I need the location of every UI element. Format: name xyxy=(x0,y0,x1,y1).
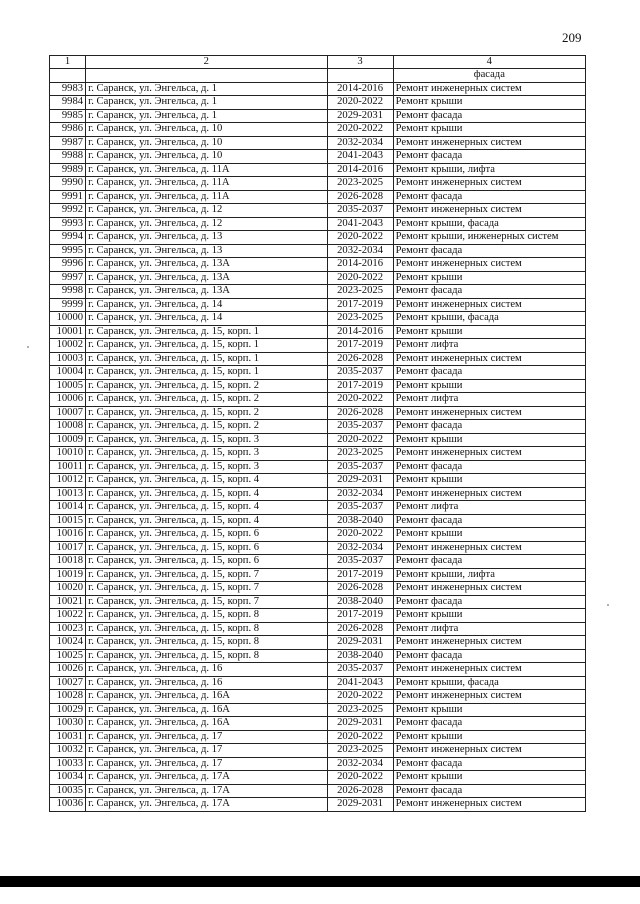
table-row xyxy=(50,784,586,798)
work-type-cell: Ремонт крыши, лифта xyxy=(393,163,585,177)
scan-speck xyxy=(27,346,29,348)
table-row xyxy=(50,163,586,177)
address-cell: г. Саранск, ул. Энгельса, д. 13 xyxy=(86,244,327,258)
address-cell: г. Саранск, ул. Энгельса, д. 15, корп. 6 xyxy=(86,541,327,555)
period-cell: 2020-2022 xyxy=(327,690,393,704)
row-number-cell: 10008 xyxy=(50,420,86,434)
row-number-cell: 10017 xyxy=(50,541,86,555)
address-cell: г. Саранск, ул. Энгельса, д. 12 xyxy=(86,204,327,218)
period-cell: 2014-2016 xyxy=(327,258,393,272)
work-type-cell: Ремонт лифта xyxy=(393,339,585,353)
period-cell: 2020-2022 xyxy=(327,528,393,542)
period-cell: 2020-2022 xyxy=(327,771,393,785)
address-cell: г. Саранск, ул. Энгельса, д. 17 xyxy=(86,744,327,758)
period-cell: 2038-2040 xyxy=(327,514,393,528)
row-number-cell: 10031 xyxy=(50,730,86,744)
work-type-cell: Ремонт фасада xyxy=(393,420,585,434)
period-cell: 2041-2043 xyxy=(327,150,393,164)
address-cell: г. Саранск, ул. Энгельса, д. 15, корп. 7 xyxy=(86,595,327,609)
table-row xyxy=(50,285,586,299)
table-row xyxy=(50,676,586,690)
table-row xyxy=(50,217,586,231)
address-cell: г. Саранск, ул. Энгельса, д. 15, корп. 8 xyxy=(86,636,327,650)
period-cell: 2020-2022 xyxy=(327,231,393,245)
work-type-cell: Ремонт крыши xyxy=(393,528,585,542)
row-number-cell: 9996 xyxy=(50,258,86,272)
work-type-cell: Ремонт крыши, фасада xyxy=(393,217,585,231)
address-cell: г. Саранск, ул. Энгельса, д. 16А xyxy=(86,703,327,717)
period-cell: 2020-2022 xyxy=(327,123,393,137)
address-cell: г. Саранск, ул. Энгельса, д. 13А xyxy=(86,285,327,299)
period-cell: 2032-2034 xyxy=(327,757,393,771)
address-cell: г. Саранск, ул. Энгельса, д. 15, корп. 1 xyxy=(86,325,327,339)
period-cell: 2023-2025 xyxy=(327,447,393,461)
work-type-cell: Ремонт инженерных систем xyxy=(393,663,585,677)
address-cell: г. Саранск, ул. Энгельса, д. 15, корп. 2 xyxy=(86,393,327,407)
address-cell: г. Саранск, ул. Энгельса, д. 15, корп. 3 xyxy=(86,460,327,474)
table-row xyxy=(50,744,586,758)
address-cell: г. Саранск, ул. Энгельса, д. 12 xyxy=(86,217,327,231)
continuation-text: фасада xyxy=(393,69,585,83)
table-row xyxy=(50,136,586,150)
row-number-cell: 9986 xyxy=(50,123,86,137)
work-type-cell: Ремонт фасада xyxy=(393,784,585,798)
work-type-cell: Ремонт крыши xyxy=(393,474,585,488)
period-cell: 2026-2028 xyxy=(327,582,393,596)
table-row xyxy=(50,514,586,528)
row-number-cell: 10021 xyxy=(50,595,86,609)
table-row xyxy=(50,636,586,650)
row-number-cell: 10000 xyxy=(50,312,86,326)
work-type-cell: Ремонт лифта xyxy=(393,393,585,407)
address-cell: г. Саранск, ул. Энгельса, д. 15, корп. 7 xyxy=(86,568,327,582)
work-type-cell: Ремонт крыши, фасада xyxy=(393,312,585,326)
address-cell: г. Саранск, ул. Энгельса, д. 15, корп. 3 xyxy=(86,433,327,447)
table-row xyxy=(50,487,586,501)
table-row xyxy=(50,406,586,420)
table-row xyxy=(50,568,586,582)
address-cell: г. Саранск, ул. Энгельса, д. 15, корп. 1 xyxy=(86,366,327,380)
period-cell: 2041-2043 xyxy=(327,676,393,690)
period-cell: 2017-2019 xyxy=(327,298,393,312)
row-number-cell: 10028 xyxy=(50,690,86,704)
column-header-2: 2 xyxy=(86,56,327,69)
table-row xyxy=(50,501,586,515)
row-number-cell: 10026 xyxy=(50,663,86,677)
table-row xyxy=(50,717,586,731)
table-row xyxy=(50,393,586,407)
work-type-cell: Ремонт фасада xyxy=(393,244,585,258)
row-number-cell: 10012 xyxy=(50,474,86,488)
table-row xyxy=(50,366,586,380)
page-number: 209 xyxy=(562,30,582,45)
period-cell: 2026-2028 xyxy=(327,784,393,798)
work-type-cell: Ремонт крыши xyxy=(393,433,585,447)
address-cell: г. Саранск, ул. Энгельса, д. 15, корп. 8 xyxy=(86,622,327,636)
work-type-cell: Ремонт крыши xyxy=(393,703,585,717)
work-type-cell: Ремонт инженерных систем xyxy=(393,447,585,461)
work-type-cell: Ремонт инженерных систем xyxy=(393,258,585,272)
period-cell: 2023-2025 xyxy=(327,285,393,299)
work-type-cell: Ремонт фасада xyxy=(393,285,585,299)
work-type-cell: Ремонт лифта xyxy=(393,501,585,515)
row-number-cell: 10024 xyxy=(50,636,86,650)
row-number-cell: 9991 xyxy=(50,190,86,204)
table-row xyxy=(50,190,586,204)
work-type-cell: Ремонт инженерных систем xyxy=(393,541,585,555)
work-type-cell: Ремонт инженерных систем xyxy=(393,487,585,501)
row-number-cell: 9998 xyxy=(50,285,86,299)
address-cell: г. Саранск, ул. Энгельса, д. 17 xyxy=(86,757,327,771)
row-number-cell: 9989 xyxy=(50,163,86,177)
table-row xyxy=(50,244,586,258)
address-cell: г. Саранск, ул. Энгельса, д. 15, корп. 2 xyxy=(86,420,327,434)
table-row xyxy=(50,622,586,636)
table-row xyxy=(50,109,586,123)
work-type-cell: Ремонт фасада xyxy=(393,595,585,609)
table-row xyxy=(50,541,586,555)
address-cell: г. Саранск, ул. Энгельса, д. 1 xyxy=(86,82,327,96)
address-cell: г. Саранск, ул. Энгельса, д. 15, корп. 7 xyxy=(86,582,327,596)
address-cell: г. Саранск, ул. Энгельса, д. 17 xyxy=(86,730,327,744)
address-cell: г. Саранск, ул. Энгельса, д. 15, корп. 4 xyxy=(86,487,327,501)
period-cell: 2020-2022 xyxy=(327,433,393,447)
row-number-cell: 10033 xyxy=(50,757,86,771)
period-cell: 2035-2037 xyxy=(327,663,393,677)
work-type-cell: Ремонт инженерных систем xyxy=(393,690,585,704)
address-cell: г. Саранск, ул. Энгельса, д. 16 xyxy=(86,676,327,690)
row-number-cell: 9988 xyxy=(50,150,86,164)
period-cell: 2032-2034 xyxy=(327,487,393,501)
row-number-cell: 9992 xyxy=(50,204,86,218)
table-row xyxy=(50,474,586,488)
work-type-cell: Ремонт крыши xyxy=(393,325,585,339)
column-header-1: 1 xyxy=(50,56,86,69)
address-cell: г. Саранск, ул. Энгельса, д. 15, корп. 4 xyxy=(86,501,327,515)
address-cell: г. Саранск, ул. Энгельса, д. 15, корп. 8 xyxy=(86,649,327,663)
address-cell: г. Саранск, ул. Энгельса, д. 13А xyxy=(86,258,327,272)
row-number-cell: 10009 xyxy=(50,433,86,447)
work-type-cell: Ремонт инженерных систем xyxy=(393,636,585,650)
period-cell: 2032-2034 xyxy=(327,244,393,258)
address-cell: г. Саранск, ул. Энгельса, д. 16 xyxy=(86,663,327,677)
period-cell: 2026-2028 xyxy=(327,406,393,420)
table-row xyxy=(50,352,586,366)
row-number-cell: 9994 xyxy=(50,231,86,245)
address-cell: г. Саранск, ул. Энгельса, д. 15, корп. 2 xyxy=(86,406,327,420)
work-type-cell: Ремонт фасада xyxy=(393,555,585,569)
address-cell: г. Саранск, ул. Энгельса, д. 11А xyxy=(86,163,327,177)
table-row xyxy=(50,555,586,569)
row-number-cell: 9999 xyxy=(50,298,86,312)
table-row xyxy=(50,298,586,312)
work-type-cell: Ремонт лифта xyxy=(393,622,585,636)
table-row xyxy=(50,123,586,137)
scan-edge-bar xyxy=(0,876,640,887)
address-cell: г. Саранск, ул. Энгельса, д. 15, корп. 4 xyxy=(86,514,327,528)
table-cell xyxy=(86,69,327,83)
row-number-cell: 10022 xyxy=(50,609,86,623)
work-type-cell: Ремонт крыши, фасада xyxy=(393,676,585,690)
row-number-cell: 10014 xyxy=(50,501,86,515)
period-cell: 2023-2025 xyxy=(327,177,393,191)
table-row xyxy=(50,771,586,785)
address-cell: г. Саранск, ул. Энгельса, д. 11А xyxy=(86,190,327,204)
table-row xyxy=(50,649,586,663)
table-row xyxy=(50,325,586,339)
work-type-cell: Ремонт крыши xyxy=(393,771,585,785)
table-row xyxy=(50,582,586,596)
address-cell: г. Саранск, ул. Энгельса, д. 15, корп. 6 xyxy=(86,555,327,569)
table-row xyxy=(50,177,586,191)
work-type-cell: Ремонт фасада xyxy=(393,757,585,771)
period-cell: 2014-2016 xyxy=(327,325,393,339)
table-row xyxy=(50,528,586,542)
table-row xyxy=(50,204,586,218)
period-cell: 2026-2028 xyxy=(327,352,393,366)
work-type-cell: Ремонт фасада xyxy=(393,649,585,663)
row-number-cell: 10010 xyxy=(50,447,86,461)
row-number-cell: 10013 xyxy=(50,487,86,501)
period-cell: 2035-2037 xyxy=(327,501,393,515)
row-number-cell: 10034 xyxy=(50,771,86,785)
period-cell: 2032-2034 xyxy=(327,541,393,555)
work-type-cell: Ремонт инженерных систем xyxy=(393,82,585,96)
period-cell: 2014-2016 xyxy=(327,82,393,96)
period-cell: 2035-2037 xyxy=(327,555,393,569)
period-cell: 2023-2025 xyxy=(327,312,393,326)
period-cell: 2029-2031 xyxy=(327,474,393,488)
row-number-cell: 10027 xyxy=(50,676,86,690)
work-type-cell: Ремонт фасада xyxy=(393,150,585,164)
row-number-cell: 10023 xyxy=(50,622,86,636)
row-number-cell: 9993 xyxy=(50,217,86,231)
table-row xyxy=(50,703,586,717)
row-number-cell: 10011 xyxy=(50,460,86,474)
work-type-cell: Ремонт крыши xyxy=(393,730,585,744)
period-cell: 2035-2037 xyxy=(327,460,393,474)
period-cell: 2017-2019 xyxy=(327,609,393,623)
work-type-cell: Ремонт инженерных систем xyxy=(393,352,585,366)
row-number-cell: 9984 xyxy=(50,96,86,110)
period-cell: 2029-2031 xyxy=(327,798,393,812)
address-cell: г. Саранск, ул. Энгельса, д. 13А xyxy=(86,271,327,285)
address-cell: г. Саранск, ул. Энгельса, д. 10 xyxy=(86,150,327,164)
work-type-cell: Ремонт крыши xyxy=(393,609,585,623)
row-number-cell: 10006 xyxy=(50,393,86,407)
row-number-cell: 9987 xyxy=(50,136,86,150)
column-header-4: 4 xyxy=(393,56,585,69)
period-cell: 2020-2022 xyxy=(327,393,393,407)
address-cell: г. Саранск, ул. Энгельса, д. 1 xyxy=(86,109,327,123)
row-number-cell: 9995 xyxy=(50,244,86,258)
period-cell: 2029-2031 xyxy=(327,109,393,123)
period-cell: 2023-2025 xyxy=(327,744,393,758)
period-cell: 2026-2028 xyxy=(327,622,393,636)
work-type-cell: Ремонт фасада xyxy=(393,109,585,123)
address-cell: г. Саранск, ул. Энгельса, д. 10 xyxy=(86,136,327,150)
work-type-cell: Ремонт крыши xyxy=(393,271,585,285)
row-number-cell: 10029 xyxy=(50,703,86,717)
row-number-cell: 10032 xyxy=(50,744,86,758)
row-number-cell: 10015 xyxy=(50,514,86,528)
address-cell: г. Саранск, ул. Энгельса, д. 17А xyxy=(86,784,327,798)
period-cell: 2032-2034 xyxy=(327,136,393,150)
period-cell: 2026-2028 xyxy=(327,190,393,204)
table-cell xyxy=(327,69,393,83)
period-cell: 2038-2040 xyxy=(327,595,393,609)
table-row xyxy=(50,82,586,96)
table-cell xyxy=(50,69,86,83)
work-type-cell: Ремонт крыши xyxy=(393,123,585,137)
address-cell: г. Саранск, ул. Энгельса, д. 15, корп. 8 xyxy=(86,609,327,623)
work-type-cell: Ремонт инженерных систем xyxy=(393,298,585,312)
address-cell: г. Саранск, ул. Энгельса, д. 16А xyxy=(86,690,327,704)
work-type-cell: Ремонт инженерных систем xyxy=(393,798,585,812)
table-row xyxy=(50,757,586,771)
row-number-cell: 10020 xyxy=(50,582,86,596)
table-row xyxy=(50,690,586,704)
period-cell: 2029-2031 xyxy=(327,717,393,731)
table-row xyxy=(50,339,586,353)
address-cell: г. Саранск, ул. Энгельса, д. 15, корп. 1 xyxy=(86,352,327,366)
row-number-cell: 10019 xyxy=(50,568,86,582)
row-number-cell: 9997 xyxy=(50,271,86,285)
address-cell: г. Саранск, ул. Энгельса, д. 15, корп. 3 xyxy=(86,447,327,461)
row-number-cell: 9983 xyxy=(50,82,86,96)
address-cell: г. Саранск, ул. Энгельса, д. 10 xyxy=(86,123,327,137)
work-type-cell: Ремонт фасада xyxy=(393,190,585,204)
table-row xyxy=(50,447,586,461)
address-cell: г. Саранск, ул. Энгельса, д. 14 xyxy=(86,312,327,326)
work-type-cell: Ремонт инженерных систем xyxy=(393,136,585,150)
work-type-cell: Ремонт крыши, инженерных систем xyxy=(393,231,585,245)
work-type-cell: Ремонт инженерных систем xyxy=(393,744,585,758)
work-type-cell: Ремонт фасада xyxy=(393,460,585,474)
period-cell: 2035-2037 xyxy=(327,204,393,218)
table-row xyxy=(50,420,586,434)
period-cell: 2035-2037 xyxy=(327,420,393,434)
table-row xyxy=(50,231,586,245)
table-row xyxy=(50,271,586,285)
table-row xyxy=(50,460,586,474)
table-body xyxy=(50,69,586,812)
work-type-cell: Ремонт инженерных систем xyxy=(393,406,585,420)
row-number-cell: 10003 xyxy=(50,352,86,366)
table-row xyxy=(50,730,586,744)
table-row xyxy=(50,663,586,677)
address-cell: г. Саранск, ул. Энгельса, д. 17А xyxy=(86,798,327,812)
work-type-cell: Ремонт фасада xyxy=(393,514,585,528)
row-number-cell: 9990 xyxy=(50,177,86,191)
row-number-cell: 10004 xyxy=(50,366,86,380)
repair-schedule-table xyxy=(49,55,586,812)
period-cell: 2020-2022 xyxy=(327,271,393,285)
address-cell: г. Саранск, ул. Энгельса, д. 11А xyxy=(86,177,327,191)
period-cell: 2035-2037 xyxy=(327,366,393,380)
continuation-row xyxy=(50,69,586,83)
table-row xyxy=(50,312,586,326)
table-row xyxy=(50,798,586,812)
row-number-cell: 10035 xyxy=(50,784,86,798)
row-number-cell: 10001 xyxy=(50,325,86,339)
period-cell: 2020-2022 xyxy=(327,96,393,110)
address-cell: г. Саранск, ул. Энгельса, д. 14 xyxy=(86,298,327,312)
address-cell: г. Саранск, ул. Энгельса, д. 13 xyxy=(86,231,327,245)
period-cell: 2017-2019 xyxy=(327,568,393,582)
period-cell: 2014-2016 xyxy=(327,163,393,177)
address-cell: г. Саранск, ул. Энгельса, д. 1 xyxy=(86,96,327,110)
work-type-cell: Ремонт инженерных систем xyxy=(393,582,585,596)
work-type-cell: Ремонт инженерных систем xyxy=(393,204,585,218)
period-cell: 2041-2043 xyxy=(327,217,393,231)
row-number-cell: 10016 xyxy=(50,528,86,542)
header-row xyxy=(50,56,586,69)
address-cell: г. Саранск, ул. Энгельса, д. 15, корп. 1 xyxy=(86,339,327,353)
row-number-cell: 10002 xyxy=(50,339,86,353)
row-number-cell: 10025 xyxy=(50,649,86,663)
address-cell: г. Саранск, ул. Энгельса, д. 15, корп. 4 xyxy=(86,474,327,488)
work-type-cell: Ремонт фасада xyxy=(393,717,585,731)
table-row xyxy=(50,258,586,272)
address-cell: г. Саранск, ул. Энгельса, д. 16А xyxy=(86,717,327,731)
table-row xyxy=(50,609,586,623)
work-type-cell: Ремонт инженерных систем xyxy=(393,177,585,191)
row-number-cell: 10005 xyxy=(50,379,86,393)
period-cell: 2020-2022 xyxy=(327,730,393,744)
table-row xyxy=(50,379,586,393)
work-type-cell: Ремонт крыши, лифта xyxy=(393,568,585,582)
work-type-cell: Ремонт крыши xyxy=(393,379,585,393)
work-type-cell: Ремонт фасада xyxy=(393,366,585,380)
address-cell: г. Саранск, ул. Энгельса, д. 15, корп. 2 xyxy=(86,379,327,393)
table-row xyxy=(50,96,586,110)
scan-speck xyxy=(607,604,609,606)
row-number-cell: 10036 xyxy=(50,798,86,812)
table-row xyxy=(50,150,586,164)
period-cell: 2038-2040 xyxy=(327,649,393,663)
column-header-3: 3 xyxy=(327,56,393,69)
row-number-cell: 10018 xyxy=(50,555,86,569)
row-number-cell: 9985 xyxy=(50,109,86,123)
period-cell: 2029-2031 xyxy=(327,636,393,650)
work-type-cell: Ремонт крыши xyxy=(393,96,585,110)
address-cell: г. Саранск, ул. Энгельса, д. 15, корп. 6 xyxy=(86,528,327,542)
table-row xyxy=(50,433,586,447)
period-cell: 2023-2025 xyxy=(327,703,393,717)
row-number-cell: 10030 xyxy=(50,717,86,731)
row-number-cell: 10007 xyxy=(50,406,86,420)
table-row xyxy=(50,595,586,609)
period-cell: 2017-2019 xyxy=(327,379,393,393)
address-cell: г. Саранск, ул. Энгельса, д. 17А xyxy=(86,771,327,785)
period-cell: 2017-2019 xyxy=(327,339,393,353)
